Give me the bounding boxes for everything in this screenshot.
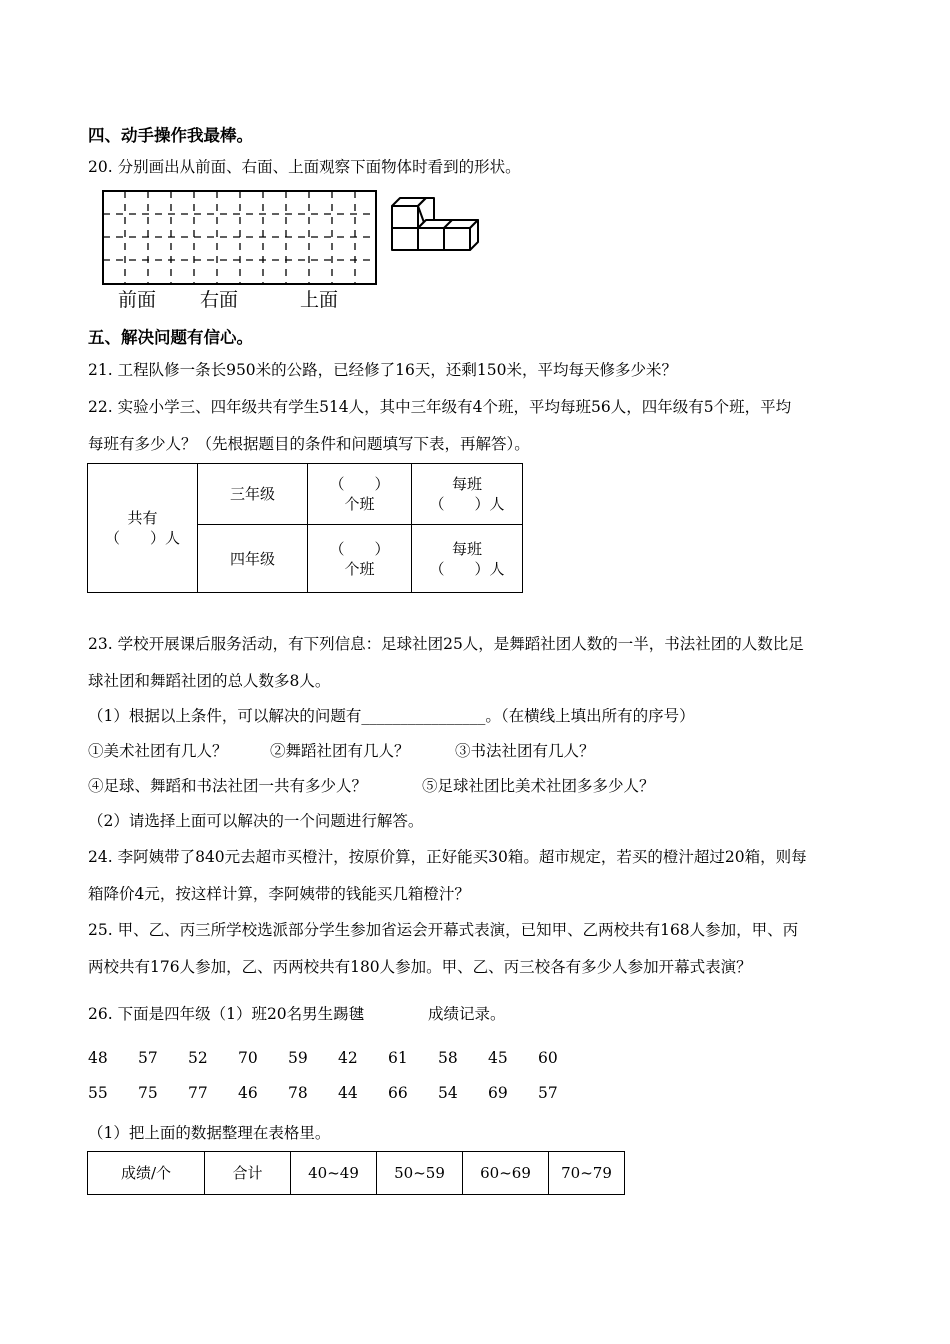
question-26-text-a: 26. 下面是四年级（1）班20名男生踢毽 [88, 1005, 365, 1023]
table-total-cell[interactable]: 共有 （ ）人 [88, 464, 198, 593]
data-value: 60 [538, 1049, 558, 1067]
question-22-line1: 22. 实验小学三、四年级共有学生514人，其中三年级有4个班，平均每班56人，四年级有5个班，平均 [88, 398, 792, 416]
question-21-text: 21. 工程队修一条长950米的公路，已经修了16天，还剩150米，平均每天修多少米？ [88, 361, 677, 379]
score-table-header: 成绩/个 [88, 1152, 205, 1195]
score-table-header: 70~79 [549, 1152, 625, 1195]
data-value: 61 [388, 1049, 408, 1067]
question-26-part1: （1）把上面的数据整理在表格里。 [88, 1124, 331, 1142]
data-value: 77 [188, 1084, 208, 1102]
data-value: 75 [138, 1084, 158, 1102]
data-value: 69 [488, 1084, 508, 1102]
section-5-title: 五、解决问题有信心。 [88, 328, 253, 347]
option-3: ③书法社团有几人？ [455, 742, 595, 760]
data-value: 78 [288, 1084, 308, 1102]
data-value: 54 [438, 1084, 458, 1102]
table-grade3-classes[interactable]: （ ） 个班 [308, 464, 412, 525]
option-1: ①美术社团有几人？ [88, 742, 228, 760]
data-value: 58 [438, 1049, 458, 1067]
question-20-text: 20. 分别画出从前面、右面、上面观察下面物体时看到的形状。 [88, 158, 521, 176]
question-23-part1[interactable]: （1）根据以上条件，可以解决的问题有________________。（在横线上填出所有的序号） [88, 707, 695, 725]
score-table-header: 合计 [205, 1152, 291, 1195]
data-value: 48 [88, 1049, 108, 1067]
section-4-title: 四、动手操作我最棒。 [88, 126, 253, 145]
dotted-drawing-grid[interactable] [102, 190, 378, 286]
score-table [87, 1151, 625, 1195]
data-value: 42 [338, 1049, 358, 1067]
data-value: 46 [238, 1084, 258, 1102]
cube-stack-figure [390, 196, 482, 258]
question-24-line2: 箱降价4元，按这样计算，李阿姨带的钱能买几箱橙汁？ [88, 885, 470, 903]
data-value: 44 [338, 1084, 358, 1102]
question-23-part2: （2）请选择上面可以解决的一个问题进行解答。 [88, 812, 424, 830]
data-value: 66 [388, 1084, 408, 1102]
table-grade3-per-class[interactable]: 每班 （ ）人 [412, 464, 523, 525]
table-grade3-label: 三年级 [198, 464, 308, 525]
question-23-line2: 球社团和舞蹈社团的总人数多8人。 [88, 672, 331, 690]
question-25-line1: 25. 甲、乙、丙三所学校选派部分学生参加省运会开幕式表演，已知甲、乙两校共有168人参加，甲、丙 [88, 921, 799, 939]
question-23-line1: 23. 学校开展课后服务活动，有下列信息：足球社团25人，是舞蹈社团人数的一半，书法社团的人数比足 [88, 635, 804, 653]
question-22-table [87, 463, 523, 593]
grid-label-right: 右面 [200, 289, 239, 311]
score-table-header: 40~49 [291, 1152, 377, 1195]
grid-label-top: 上面 [300, 289, 339, 311]
option-5: ⑤足球社团比美术社团多多少人？ [422, 777, 655, 795]
data-value: 55 [88, 1084, 108, 1102]
table-grade4-per-class[interactable]: 每班 （ ）人 [412, 525, 523, 593]
grid-label-front: 前面 [118, 289, 157, 311]
data-value: 57 [538, 1084, 558, 1102]
score-table-header: 60~69 [463, 1152, 549, 1195]
score-table-header: 50~59 [377, 1152, 463, 1195]
data-value: 52 [188, 1049, 208, 1067]
data-value: 57 [138, 1049, 158, 1067]
question-26-text-b: 成绩记录。 [428, 1005, 506, 1023]
option-2: ②舞蹈社团有几人？ [270, 742, 410, 760]
question-25-line2: 两校共有176人参加，乙、丙两校共有180人参加。甲、乙、丙三校各有多少人参加开幕式表演？ [88, 958, 752, 976]
option-4: ④足球、舞蹈和书法社团一共有多少人？ [88, 777, 368, 795]
table-grade4-classes[interactable]: （ ） 个班 [308, 525, 412, 593]
data-value: 70 [238, 1049, 258, 1067]
question-24-line1: 24. 李阿姨带了840元去超市买橙汁，按原价算，正好能买30箱。超市规定，若买的橙汁超过20箱，则每 [88, 848, 807, 866]
data-value: 59 [288, 1049, 308, 1067]
question-22-line2: 每班有多少人？（先根据题目的条件和问题填写下表，再解答）。 [88, 435, 530, 453]
data-value: 45 [488, 1049, 508, 1067]
table-grade4-label: 四年级 [198, 525, 308, 593]
